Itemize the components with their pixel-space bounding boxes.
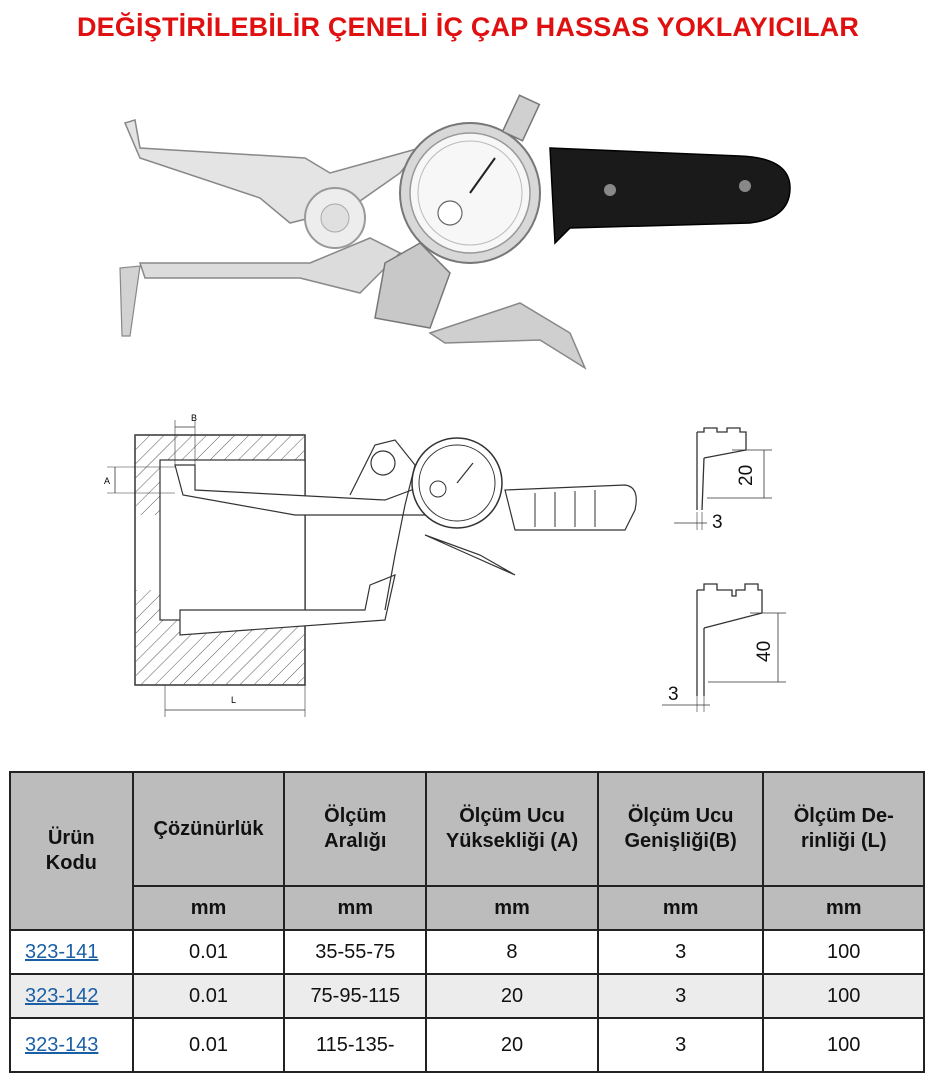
- table-header-row: [10, 772, 924, 886]
- resolution-cell: 0.01: [133, 930, 285, 974]
- header-product-code: Ürün Kodu: [10, 772, 133, 930]
- upper-arm: [125, 120, 420, 223]
- label-l: L: [231, 695, 237, 705]
- tip-width-cell: 3: [598, 930, 764, 974]
- table-row: [10, 930, 924, 974]
- tip-width-cell: 3: [598, 1018, 764, 1072]
- caliper-photo: [100, 78, 820, 378]
- range-cell: 115-135-: [284, 1018, 426, 1072]
- tip-height-cell: 20: [426, 974, 598, 1018]
- table-row: [10, 974, 924, 1018]
- technical-drawing: [95, 405, 655, 735]
- depth-cell: 100: [763, 930, 924, 974]
- product-link[interactable]: 323-142: [25, 984, 99, 1007]
- unit-cell: mm: [284, 886, 426, 930]
- resolution-cell: 0.01: [133, 974, 285, 1018]
- header-depth: Ölçüm De-rinliği (L): [763, 772, 924, 886]
- detail-1-height: 20: [736, 464, 757, 486]
- product-link[interactable]: 323-143: [25, 1033, 99, 1056]
- drawing-handle: [505, 485, 636, 530]
- table-units-row: [10, 886, 924, 930]
- range-cell: 35-55-75: [284, 930, 426, 974]
- range-cell: 75-95-115: [284, 974, 426, 1018]
- tip-height-cell: 8: [426, 930, 598, 974]
- header-tip-height: Ölçüm Ucu Yüksekliği (A): [426, 772, 598, 886]
- product-code-cell: [10, 974, 133, 1018]
- unit-cell: mm: [598, 886, 764, 930]
- unit-cell: mm: [133, 886, 285, 930]
- lower-jaw-tip: [120, 266, 140, 336]
- tip-detail-40: [660, 578, 790, 718]
- detail-1-width: 3: [712, 512, 723, 533]
- page-title: DEĞİŞTİRİLEBİLİR ÇENELİ İÇ ÇAP HASSAS YOKLAYICILAR: [76, 12, 860, 42]
- handle: [550, 148, 790, 243]
- detail-2-height: 40: [754, 640, 775, 662]
- tip-detail-20: [672, 420, 782, 535]
- product-link[interactable]: 323-141: [25, 940, 99, 963]
- depth-cell: 100: [763, 974, 924, 1018]
- lower-arm: [140, 238, 400, 293]
- lever-blade: [430, 303, 585, 368]
- unit-cell: mm: [763, 886, 924, 930]
- product-code-cell: [10, 1018, 133, 1072]
- header-range: Ölçüm Aralığı: [284, 772, 426, 886]
- header-tip-width: Ölçüm Ucu Genişliği(B): [598, 772, 764, 886]
- label-a: A: [104, 476, 111, 486]
- tip-height-cell: 20: [426, 1018, 598, 1072]
- header-resolution: Çözünürlük: [133, 772, 285, 886]
- sub-dial: [438, 201, 462, 225]
- spec-table: [9, 771, 925, 1073]
- tip-width-cell: 3: [598, 974, 764, 1018]
- table-row: [10, 1018, 924, 1072]
- unit-cell: mm: [426, 886, 598, 930]
- label-b: B: [191, 413, 198, 423]
- detail-2-width: 3: [668, 684, 679, 705]
- depth-cell: 100: [763, 1018, 924, 1072]
- resolution-cell: 0.01: [133, 1018, 285, 1072]
- product-code-cell: [10, 930, 133, 974]
- dial-stem: [503, 95, 540, 141]
